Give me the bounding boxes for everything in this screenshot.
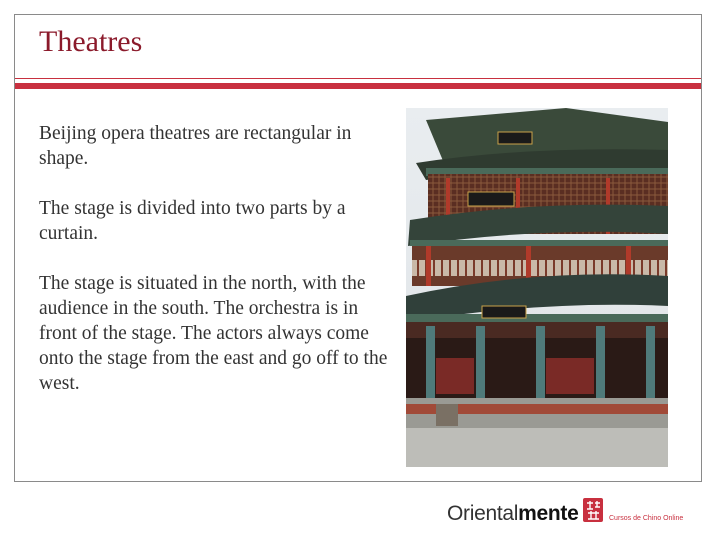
slide-frame (14, 14, 702, 482)
theatre-photo (406, 108, 668, 467)
paragraph-curtain: The stage is divided into two parts by a curtain. (39, 198, 346, 244)
logo-word-regular: Oriental (447, 502, 519, 525)
paragraph-shape: Beijing opera theatres are rectangular in shape. (39, 123, 352, 169)
logo-word-bold: mente (518, 502, 579, 525)
paragraph-orientation: The stage is situated in the north, with the audience in the south. The orchestra is in front of the stage. The actors always come onto the stage from the east and go off to the west. (39, 273, 388, 394)
logo-wordmark (447, 502, 579, 526)
title-divider-thick (15, 83, 701, 89)
title-divider-thin (15, 78, 701, 79)
chinese-theatre-pavilion-image (406, 108, 668, 467)
slide-title: Theatres (39, 25, 143, 58)
slide-body (39, 121, 389, 421)
chinese-seal-icon (582, 497, 604, 523)
logo-tagline: Cursos de Chino Online (609, 515, 684, 522)
orientalmente-logo (447, 494, 717, 534)
